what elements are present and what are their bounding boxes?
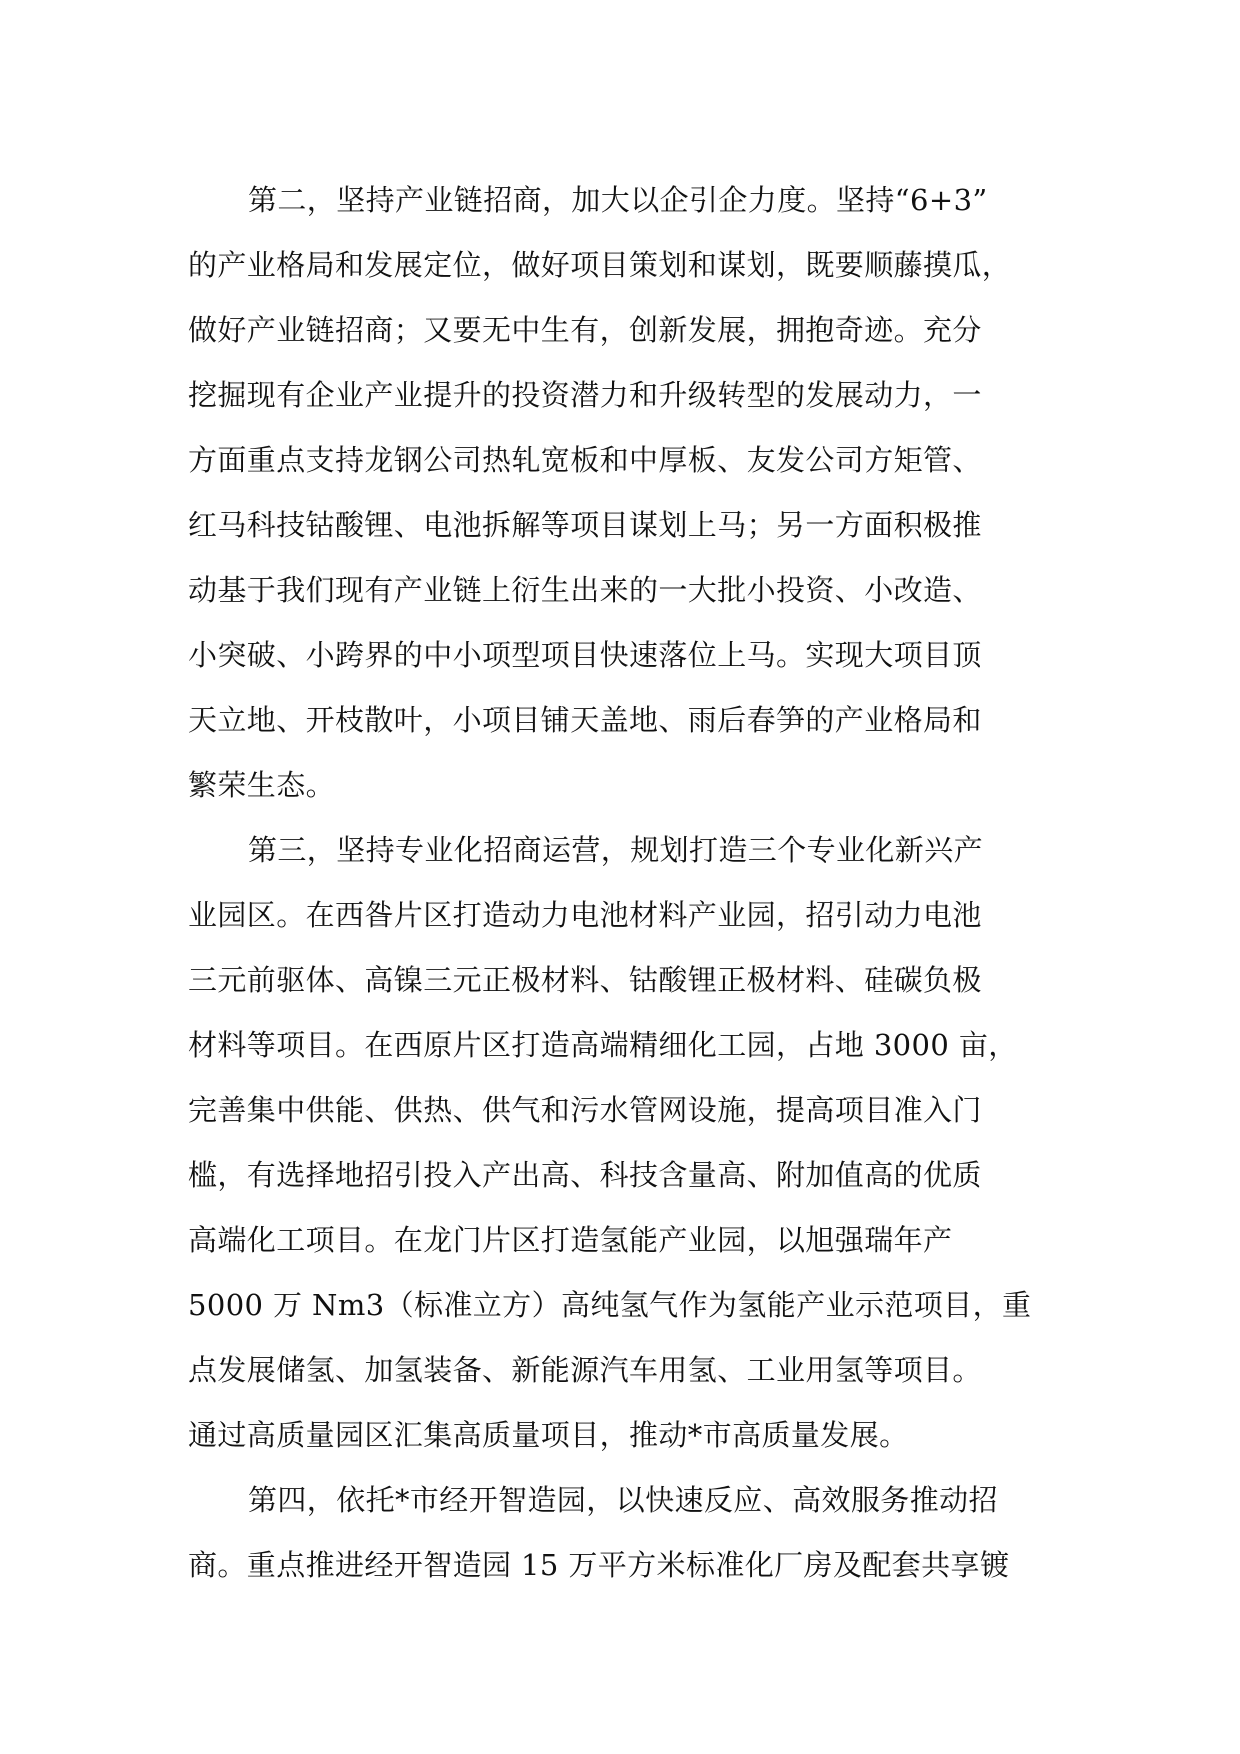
- paragraph-line: 通过高质量园区汇集高质量项目，推动*市高质量发展。: [188, 1418, 909, 1452]
- paragraph-line: 繁荣生态。: [188, 768, 336, 802]
- paragraph-line: 槛，有选择地招引投入产出高、科技含量高、附加值高的优质: [188, 1158, 982, 1192]
- paragraph-2: [188, 168, 1058, 818]
- paragraph-line: 挖掘现有企业产业提升的投资潜力和升级转型的发展动力，一: [188, 378, 982, 412]
- paragraph-line: 方面重点支持龙钢公司热轧宽板和中厚板、友发公司方矩管、: [188, 443, 982, 477]
- paragraph-line: 做好产业链招商；又要无中生有，创新发展，拥抱奇迹。充分: [188, 313, 982, 347]
- paragraph-line: 5000 万 Nm3（标准立方）高纯氢气作为氢能产业示范项目，重: [188, 1288, 1032, 1322]
- paragraph-line: 三元前驱体、高镍三元正极材料、钴酸锂正极材料、硅碳负极: [188, 963, 982, 997]
- paragraph-line: 高端化工项目。在龙门片区打造氢能产业园，以旭强瑞年产: [188, 1223, 953, 1257]
- paragraph-line: 业园区。在西昝片区打造动力电池材料产业园，招引动力电池: [188, 898, 982, 932]
- paragraph-3: [188, 818, 1058, 1468]
- paragraph-line: 动基于我们现有产业链上衍生出来的一大批小投资、小改造、: [188, 573, 982, 607]
- paragraph-line: 商。重点推进经开智造园 15 万平方米标准化厂房及配套共享镀: [188, 1548, 1010, 1582]
- paragraph-4: [188, 1468, 1058, 1598]
- paragraph-line: 红马科技钴酸锂、电池拆解等项目谋划上马；另一方面积极推: [188, 508, 982, 542]
- paragraph-line: 完善集中供能、供热、供气和污水管网设施，提高项目准入门: [188, 1093, 982, 1127]
- paragraph-line: 第三，坚持专业化招商运营，规划打造三个专业化新兴产: [248, 833, 984, 867]
- paragraph-line: 的产业格局和发展定位，做好项目策划和谋划，既要顺藤摸瓜，: [188, 248, 1012, 282]
- paragraph-line: 第二，坚持产业链招商，加大以企引企力度。坚持“6+3”: [248, 183, 988, 217]
- paragraph-line: 点发展储氢、加氢装备、新能源汽车用氢、工业用氢等项目。: [188, 1353, 982, 1387]
- document-body: [188, 168, 1058, 1598]
- paragraph-line: 材料等项目。在西原片区打造高端精细化工园，占地 3000 亩，: [188, 1028, 1018, 1062]
- paragraph-line: 小突破、小跨界的中小项型项目快速落位上马。实现大项目顶: [188, 638, 982, 672]
- paragraph-line: 第四，依托*市经开智造园，以快速反应、高效服务推动招: [248, 1483, 998, 1517]
- paragraph-line: 天立地、开枝散叶，小项目铺天盖地、雨后春笋的产业格局和: [188, 703, 982, 737]
